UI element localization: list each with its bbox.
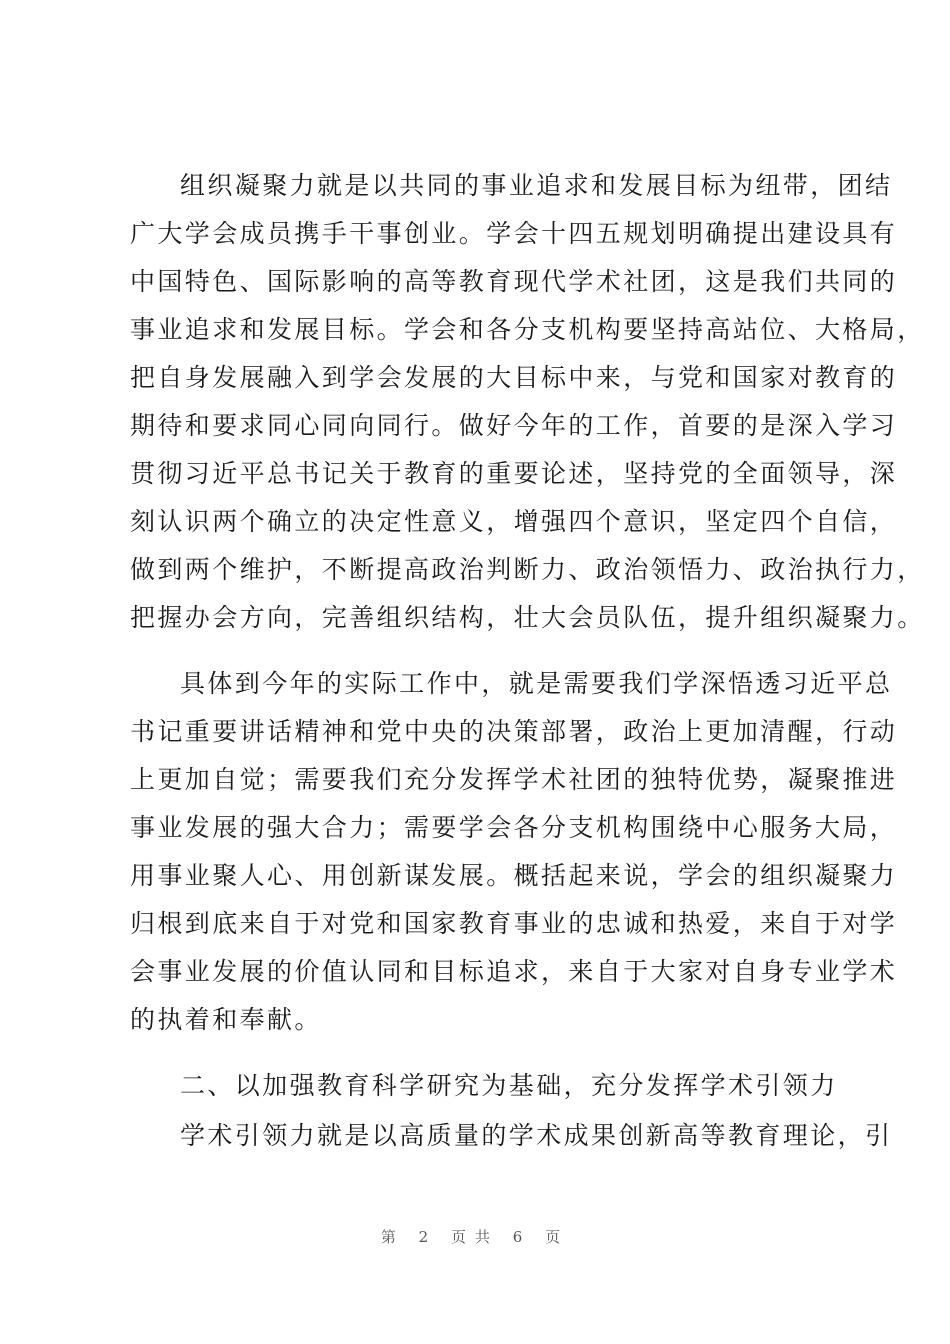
text-line: 具体到今年的实际工作中，就是需要我们学深悟透习近平总 [180,669,893,698]
text-line: 上更加自觉；需要我们充分发挥学术社团的独特优势，凝聚推进 [130,765,898,794]
text-line: 中国特色、国际影响的高等教育现代学术社团，这是我们共同的 [130,267,898,296]
text-line: 归根到底来自于对党和国家教育事业的忠诚和热爱，来自于对学 [130,909,898,938]
text-line: 贯彻习近平总书记关于教育的重要论述，坚持党的全面领导，深 [130,459,898,488]
text-line: 书记重要讲话精神和党中央的决策部署，政治上更加清醒，行动 [130,717,898,746]
section-heading: 二、以加强教育科学研究为基础，充分发挥学术引领力 [180,1071,838,1100]
text-line: 事业发展的强大合力；需要学会各分支机构围绕中心服务大局， [130,813,898,842]
text-line: 事业追求和发展目标。学会和各分支机构要坚持高站位、大格局， [130,315,925,344]
text-line: 学术引领力就是以高质量的学术成果创新高等教育理论，引 [180,1121,893,1150]
text-line: 的执着和奉献。 [130,1005,322,1034]
text-line: 刻认识两个确立的决定性意义，增强四个意识，坚定四个自信， [130,507,898,536]
text-line: 组织凝聚力就是以共同的事业追求和发展目标为纽带，团结 [180,171,893,200]
text-line: 把自身发展融入到学会发展的大目标中来，与党和国家对教育的 [130,363,898,392]
text-line: 广大学会成员携手干事创业。学会十四五规划明确提出建设具有 [130,219,898,248]
text-line: 用事业聚人心、用创新谋发展。概括起来说，学会的组织凝聚力 [130,861,898,890]
text-line: 期待和要求同心同向同行。做好今年的工作，首要的是深入学习 [130,411,898,440]
text-line: 会事业发展的价值认同和目标追求，来自于大家对自身专业学术 [130,957,898,986]
text-line: 把握办会方向，完善组织结构，壮大会员队伍，提升组织凝聚力。 [130,603,925,632]
page-footer: 第 2 页共 6 页 [380,1228,570,1246]
text-line: 做到两个维护，不断提高政治判断力、政治领悟力、政治执行力， [130,555,925,584]
